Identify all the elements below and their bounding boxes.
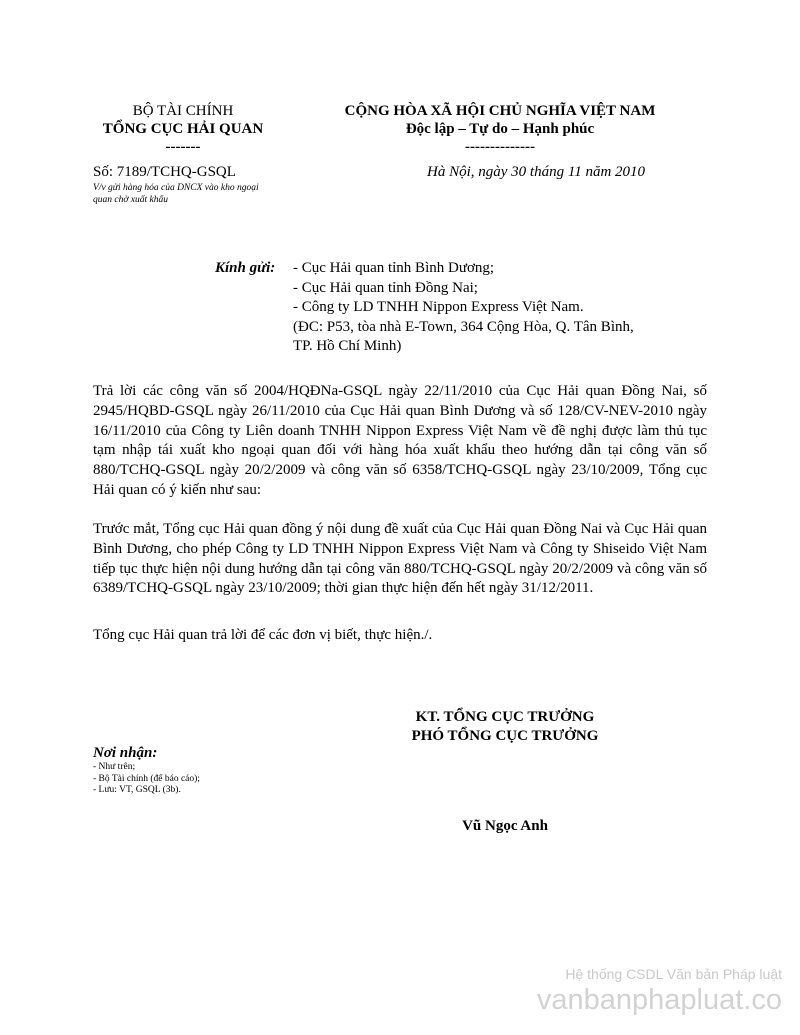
recipients-list — [293, 259, 683, 357]
country-name: CỘNG HÒA XÃ HỘI CHỦ NGHĨA VIỆT NAM — [344, 103, 656, 119]
signer-name: Vũ Ngọc Anh — [462, 818, 548, 834]
national-header — [300, 102, 700, 156]
body-paragraph-2: Trước mắt, Tổng cục Hải quan đồng ý nội dung đề xuất của Cục Hải quan Đồng Nai và Cục Hải quan Bình Dương, cho phép Công ty LD TNHH Nippon Express Việt Nam và Công ty Shiseido Việt Nam tiếp tục thực hiện nội dung hướng dẫn tại công văn 880/TCHQ-GSQL ngày 20/2/2009 và công văn số 6389/TCHQ-GSQL ngày 23/10/2009; thời gian thực hiện đến hết ngày 31/12/2011. — [93, 521, 707, 597]
recipient-item: - Cục Hải quan tỉnh Bình Dương; — [293, 260, 495, 276]
cc-item: - Như trên; — [93, 762, 136, 772]
signature-title-1: KT. TỔNG CỤC TRƯỞNG — [415, 709, 595, 725]
cc-item: - Bộ Tài chính (để báo cáo); — [93, 773, 200, 784]
body-paragraph-1: Trả lời các công văn số 2004/HQĐNa-GSQL ngày 22/11/2010 của Cục Hải quan Đồng Nai, số 2945/HQBD-GSQL ngày 26/11/2010 của Cục Hải quan Bình Dương và số 128/CV-NEV-2010 ngày 16/11/2010 của Công ty Liên doanh TNHH Nippon Express Việt Nam về đề nghị được làm thủ tục tạm nhập tái xuất kho ngoại quan đối với hàng hóa xuất khẩu theo hướng dẫn tại công văn số 880/TCHQ-GSQL ngày 20/2/2009 và công văn số 6358/TCHQ-GSQL ngày 23/10/2009, Tổng cục Hải quan có ý kiến như sau: — [93, 383, 707, 498]
header-right-separator: -------------- — [465, 139, 535, 155]
signature-title-2: PHÓ TỔNG CỤC TRƯỞNG — [411, 728, 599, 744]
recipient-address: (ĐC: P53, tòa nhà E-Town, 364 Cộng Hòa, Q. Tân Bình, — [293, 318, 634, 335]
subject-line-2: quan chờ xuất khẩu — [93, 195, 168, 205]
body-paragraph-3: Tổng cục Hải quan trả lời để các đơn vị biết, thực hiện./. — [93, 627, 433, 643]
cc-title: Nơi nhận: — [93, 745, 158, 761]
watermark-site: vanbanphapluat.co — [536, 984, 782, 1016]
document-subject — [93, 182, 313, 206]
recipient-item: - Cục Hải quan tỉnh Đồng Nai; — [293, 279, 478, 296]
document-number: Số: 7189/TCHQ-GSQL — [93, 164, 236, 180]
ministry-name: BỘ TÀI CHÍNH — [132, 103, 234, 119]
department-name: TỔNG CỤC HẢI QUAN — [102, 121, 264, 137]
recipients-label: Kính gửi: — [215, 260, 276, 276]
header-left-separator: ------- — [165, 139, 201, 155]
document-date: Hà Nội, ngày 30 tháng 11 năm 2010 — [427, 164, 646, 180]
cc-item: - Lưu: VT, GSQL (3b). — [93, 785, 181, 795]
recipient-item: - Công ty LD TNHH Nippon Express Việt Nam. — [293, 299, 584, 315]
issuing-agency-header — [78, 102, 288, 156]
signature-block — [380, 708, 630, 746]
national-motto: Độc lập – Tự do – Hạnh phúc — [405, 121, 595, 137]
subject-line-1: V/v gửi hàng hóa của DNCX vào kho ngoại — [93, 183, 259, 193]
cc-block — [93, 745, 333, 797]
recipient-address: TP. Hồ Chí Minh) — [293, 338, 402, 354]
watermark-caption: Hệ thống CSDL Văn bản Pháp luật — [565, 966, 782, 982]
